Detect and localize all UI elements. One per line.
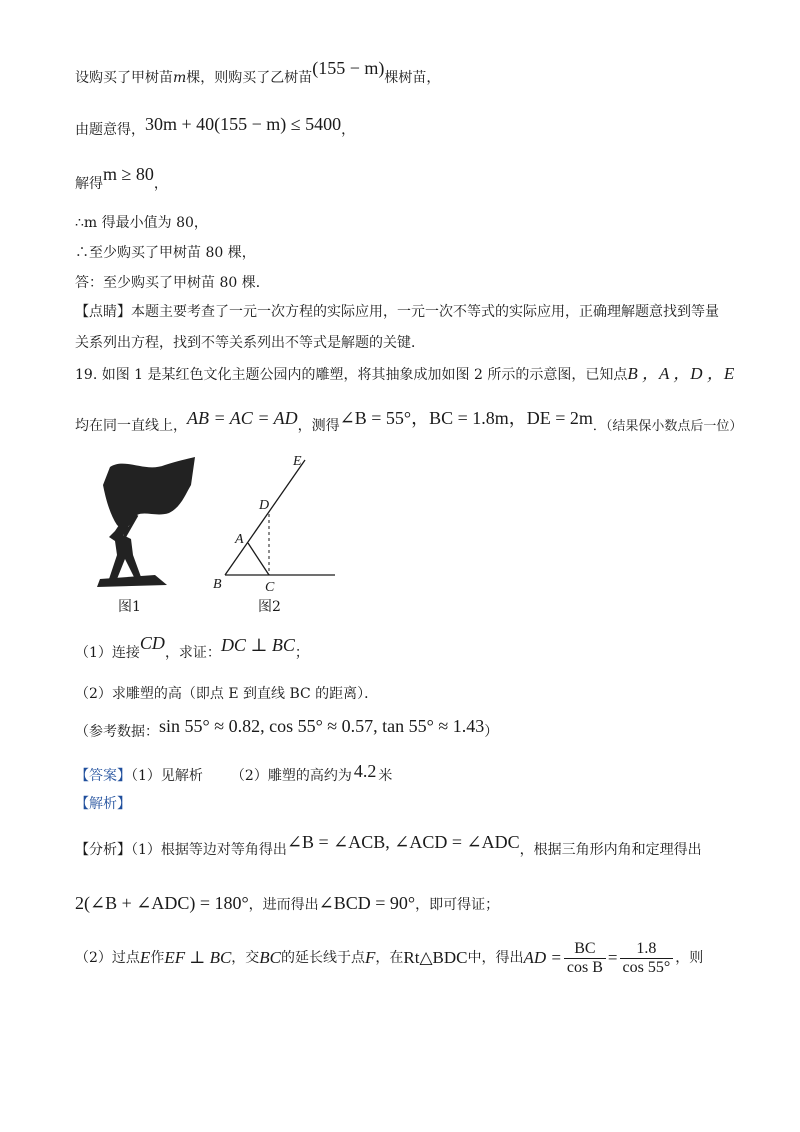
text: ） <box>484 724 499 740</box>
text: 的延长线于点 <box>281 950 366 966</box>
inequality-expr: 30m + 40(155 − m) ≤ 5400 <box>145 114 342 134</box>
text: （2）过点 <box>75 950 140 966</box>
analysis-label: 【解析】 <box>75 796 131 812</box>
line-be <box>225 460 305 575</box>
line-4 <box>75 213 208 233</box>
analysis-1 <box>75 832 702 860</box>
numerator: BC <box>564 940 606 959</box>
ground-base <box>97 575 167 587</box>
text: 答：至少购买了甲树苗 80 棵． <box>75 275 270 291</box>
analysis-3 <box>75 936 703 980</box>
points-list: B ，A ，D ，E <box>627 364 735 383</box>
ad-equals: AD = <box>523 948 562 967</box>
flag-shape <box>103 457 195 528</box>
numerator: 1.8 <box>620 940 674 959</box>
soldier-figure <box>109 523 141 579</box>
line-8 <box>75 333 425 353</box>
text: ，求证： <box>164 645 221 661</box>
text: 中，得出 <box>467 950 524 966</box>
text: 均在同一直线上， <box>75 418 187 434</box>
segment-cd: CD <box>139 633 165 653</box>
text: ，即可得证； <box>415 897 500 913</box>
fenxi-label: 【分析】 <box>75 842 131 858</box>
angle-sum-expr: 2(∠B + ∠ADC) = 180° <box>75 893 249 913</box>
text: （1）根据等边对等角得出 <box>131 842 287 858</box>
segment-bc: BC <box>259 948 282 967</box>
point-e: E <box>139 948 151 967</box>
dianjing-label: 【点睛】 <box>75 304 131 320</box>
point-label-a: A <box>235 532 244 547</box>
figure-1-sculpture <box>95 455 205 590</box>
segment-ac <box>248 543 269 575</box>
text: （2）求雕塑的高（即点 E 到直线 BC 的距离）． <box>75 686 379 702</box>
right-angle-expr: ∠BCD = 90° <box>318 893 416 913</box>
text: （1）连接 <box>75 645 140 661</box>
perpendicular-ef-expr: EF ⊥ BC <box>164 948 232 967</box>
text: 由题意得， <box>75 122 145 138</box>
point-label-b: B <box>213 577 222 592</box>
text: ，则 <box>675 950 704 966</box>
text: 棵树苗， <box>384 70 441 86</box>
analysis-2 <box>75 893 499 915</box>
text: ∴至少购买了甲树苗 80 棵， <box>75 245 256 261</box>
point-label-e: E <box>293 454 302 469</box>
text: 米 <box>378 768 393 784</box>
figure-1-caption: 图1 <box>118 599 141 615</box>
line-6 <box>75 273 270 293</box>
text: 作 <box>150 950 165 966</box>
figure-2-diagram <box>205 448 345 598</box>
denominator: cos 55° <box>622 958 671 976</box>
text: ，交 <box>231 950 260 966</box>
question-19-text: 19. 如图 1 是某红色文化主题公园内的雕塑，将其抽象成加如图 2 所示的示意图，已知点 <box>75 367 628 383</box>
perpendicular-expr: DC ⊥ BC <box>220 635 295 655</box>
answer-value: 4.2 <box>353 761 377 781</box>
angle-equal-expr: ∠B = ∠ACB, ∠ACD = ∠ADC <box>286 832 520 852</box>
point-f: F <box>365 948 376 967</box>
reference-data <box>75 716 499 742</box>
text: ．（结果保小数点后一位） <box>592 419 743 434</box>
line-2 <box>75 114 356 140</box>
text: ，在 <box>375 950 404 966</box>
fraction-18-cos55 <box>620 940 674 977</box>
line-9 <box>75 364 734 385</box>
text: ，测得 <box>297 418 340 434</box>
equal-sides-expr: AB = AC = AD <box>187 408 298 428</box>
answer-label: 【答案】 <box>75 768 131 784</box>
analysis-label-line <box>75 794 131 814</box>
text: ， <box>153 176 168 192</box>
answer-part-1: （1）见解析 <box>131 768 203 784</box>
right-triangle-bdc: Rt△BDC <box>403 948 468 967</box>
text: 本题主要考查了一元一次方程的实际应用，一元一次不等式的实际应用，正确理解题意找到等量 <box>131 304 719 320</box>
line-3 <box>75 164 168 194</box>
text: ，根据三角形内角和定理得出 <box>519 842 702 858</box>
line-10 <box>75 408 743 437</box>
trig-values-expr: sin 55° ≈ 0.82, cos 55° ≈ 0.57, tan 55° ≈ 1.43 <box>159 716 485 736</box>
text: ， <box>341 122 356 138</box>
text: ； <box>294 645 309 661</box>
text: ，进而得出 <box>248 897 319 913</box>
text: 关系列出方程，找到不等关系列出不等式是解题的关键． <box>75 335 425 351</box>
denominator: cos B <box>566 958 603 976</box>
fraction-bc-cosb <box>564 940 606 977</box>
text: 棵，则购买了乙树苗 <box>186 70 313 86</box>
line-7 <box>75 302 719 322</box>
figure-2-caption: 图2 <box>258 599 281 615</box>
line-1 <box>75 58 441 88</box>
var-m: m <box>173 70 187 86</box>
text: 设购买了甲树苗 <box>75 70 173 86</box>
expr-155-m: (155 − m) <box>312 58 385 78</box>
question-2 <box>75 684 378 704</box>
text: 解得 <box>75 176 103 192</box>
question-1 <box>75 633 309 663</box>
answer-part-2: （2）雕塑的高约为 <box>230 768 352 784</box>
text: （参考数据： <box>75 724 159 740</box>
answer-line <box>75 761 393 786</box>
point-label-c: C <box>265 580 275 595</box>
solution-expr: m ≥ 80 <box>103 164 154 184</box>
text: ∴m 得最小值为 80， <box>75 215 208 231</box>
line-5 <box>75 243 256 263</box>
point-label-d: D <box>259 498 270 513</box>
measurements-expr: ∠B = 55°，BC = 1.8m，DE = 2m <box>339 408 593 428</box>
equals-sign: = <box>607 948 618 967</box>
